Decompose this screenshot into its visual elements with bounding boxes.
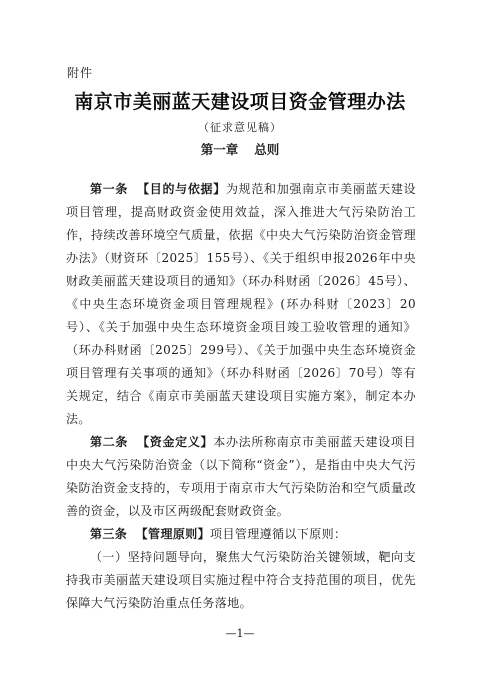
clause-1: （一）坚持问题导向，聚焦大气污染防治关键领域，靶向支持我市美丽蓝天建设项目实施过程中符合支持范围的项目，优先保障大气污染防治重点任务落地。 — [66, 550, 416, 610]
article-number: 第一条 — [90, 182, 129, 196]
article-number: 第二条 — [90, 435, 129, 449]
document-body — [66, 178, 416, 615]
article-3 — [66, 523, 416, 546]
attachment-label: 附件 — [67, 66, 94, 80]
article-2 — [66, 431, 416, 523]
chapter-name: 总则 — [254, 142, 280, 157]
article-text: 本办法所称南京市美丽蓝天建设项目中央大气污染防治资金（以下简称“资金”），是指由中央大气污染防治资金支持的，专项用于南京市大气污染防治和空气质量改善的资金，以及市区两级配套财政资金。 — [66, 435, 417, 518]
document-subtitle: （征求意见稿） — [198, 121, 282, 134]
chapter-number: 第一章 — [200, 142, 239, 157]
article-text: 为规范和加强南京市美丽蓝天建设项目管理，提高财政资金使用效益，深入推进大气污染防治工作，持续改善环境空气质量，依据《中央大气污染防治资金管理办法》（财资环〔2025〕155号）、《关于组织申报2026年中央财政美丽蓝天建设项目的通知》（环办科财函〔2026〕45号）、《中央生态环境资金项目管理规程》(环办科财〔2023〕20号）、《关于加强中央生态环境资金项目竣工验收管理的通知》（环办科财函〔2025〕299号）、《关于加强中央生态环境资金项目管理有关事项的通知》（环办科财函〔2026〕70号）等有关规定，结合《南京市美丽蓝天建设项目实施方案》，制定本办法。 — [66, 182, 416, 426]
article-name: 【目的与依据】 — [137, 182, 226, 196]
article-1 — [66, 178, 416, 431]
document-title: 南京市美丽蓝天建设项目资金管理办法 — [74, 91, 406, 113]
article-text: 项目管理遵循以下原则： — [210, 527, 347, 541]
page-number: —1— — [225, 627, 255, 640]
chapter-heading — [0, 140, 480, 158]
article-number: 第三条 — [90, 527, 128, 541]
article-name: 【资金定义】 — [137, 435, 214, 449]
article-name: 【管理原则】 — [135, 527, 211, 541]
